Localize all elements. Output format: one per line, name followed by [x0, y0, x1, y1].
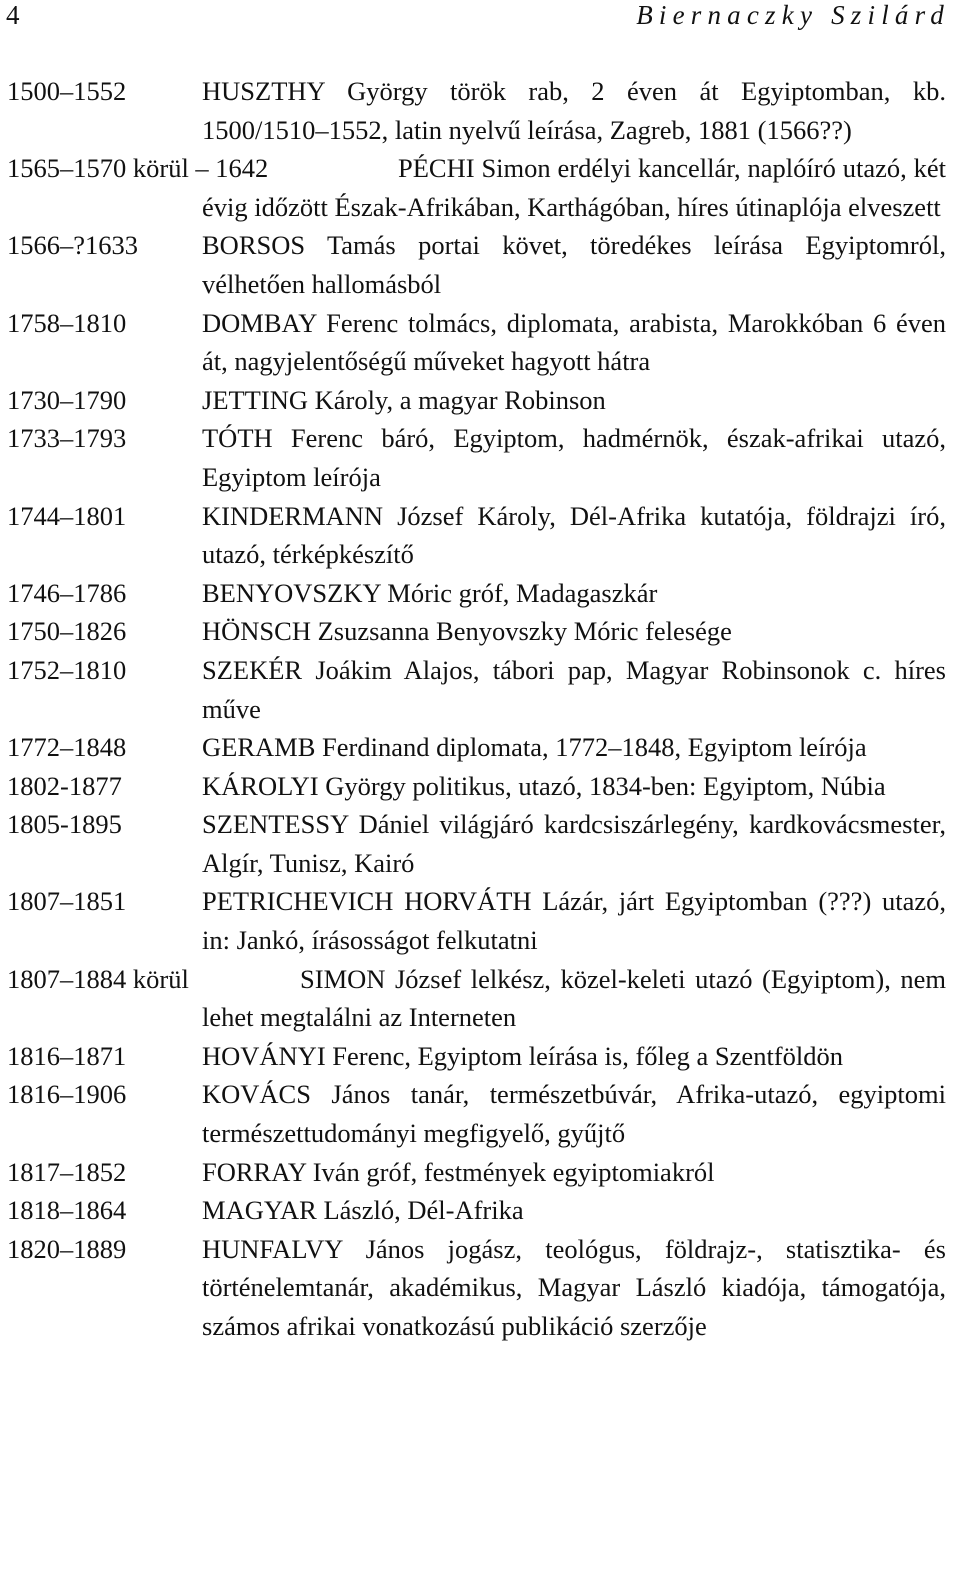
entry-date: 1746–1786: [7, 577, 127, 608]
entry-text: KINDERMANN József Károly, Dél-Afrika kutatója, földrajzi író, utazó, térképkészítő: [202, 500, 946, 570]
page-header: [6, 0, 950, 30]
entry-date: 1752–1810: [7, 654, 127, 685]
entry-borsos: [0, 226, 946, 303]
entry-date: 1817–1852: [7, 1156, 127, 1187]
entry-date: 1772–1848: [7, 732, 127, 763]
entry-date: 1758–1810: [7, 307, 127, 338]
entry-text: JETTING Károly, a magyar Robinson: [202, 384, 606, 415]
entry-text: HOVÁNYI Ferenc, Egyiptom leírása is, főleg a Szentföldön: [202, 1040, 843, 1071]
entry-text: PETRICHEVICH HORVÁTH Lázár, járt Egyiptomban (???) utazó, in: Jankó, írásosságot felkutatni: [202, 886, 946, 956]
entry-magyar: [0, 1191, 946, 1230]
entry-benyovszky: [0, 574, 946, 613]
entry-forray: [0, 1153, 946, 1192]
entry-kovacs: [0, 1075, 946, 1152]
entry-text: HÖNSCH Zsuzsanna Benyovszky Móric felesége: [202, 616, 732, 647]
entry-text: HUSZTHY György török rab, 2 éven át Egyiptomban, kb. 1500/1510–1552, latin nyelvű leírása, Zagreb, 1881 (1566??): [202, 76, 946, 145]
page-number: 4: [6, 0, 20, 30]
entry-dombay: [0, 304, 946, 381]
entry-date: 1750–1826: [7, 616, 127, 647]
entry-text: KOVÁCS János tanár, természetbúvár, Afrika-utazó, egyiptomi természettudományi megfigyelő, gyűjtő: [202, 1079, 946, 1149]
entry-karolyi: [0, 767, 946, 806]
entry-huszthy: [0, 72, 946, 149]
entry-jetting: [0, 381, 946, 420]
entry-date: 1805-1895: [7, 809, 122, 840]
entry-date: 1744–1801: [7, 500, 127, 531]
entry-simon: [0, 960, 946, 1037]
entry-honsch: [0, 612, 946, 651]
entry-hovanyi: [0, 1037, 946, 1076]
entry-szentessy: [0, 805, 946, 882]
entry-text: GERAMB Ferdinand diplomata, 1772–1848, Egyiptom leírója: [202, 732, 867, 763]
entry-date: 1733–1793: [7, 423, 127, 454]
entry-date: 1818–1864: [7, 1195, 127, 1226]
entry-hunfalvy: [0, 1230, 946, 1346]
running-title: Biernaczky Szilárd: [636, 0, 950, 30]
entry-text: SZENTESSY Dániel világjáró kardcsiszárlegény, kardkovácsmester, Algír, Tunisz, Kairó: [202, 809, 946, 878]
entry-date: 1816–1871: [7, 1040, 127, 1071]
entry-date: 1807–1884 körül: [7, 963, 189, 994]
entry-date: 1816–1906: [7, 1079, 127, 1110]
entry-text: DOMBAY Ferenc tolmács, diplomata, arabista, Marokkóban 6 éven át, nagyjelentőségű műveket hagyott hátra: [202, 307, 946, 377]
entry-date: 1820–1889: [7, 1233, 127, 1264]
entry-text: HUNFALVY János jogász, teológus, földrajz-, statisztika- és történelemtanár, akadémikus, Magyar László kiadója, támogatója, számos afrikai vonatkozású publikáció szerzője: [202, 1233, 946, 1341]
entry-text: PÉCHI Simon erdélyi kancellár, naplóíró utazó, két évig időzött Észak-Afrikában, Karthágóban, híres útinaplója elveszett: [202, 153, 946, 222]
entry-date: 1500–1552: [7, 76, 127, 106]
entry-text: MAGYAR László, Dél-Afrika: [202, 1195, 524, 1226]
entry-petrichevich: [0, 882, 946, 959]
entry-date: 1565–1570 körül – 1642: [7, 153, 269, 184]
entry-text: FORRAY Iván gróf, festmények egyiptomiakról: [202, 1156, 715, 1187]
entry-pechi: [0, 149, 946, 226]
entry-toth: [0, 419, 946, 496]
entry-text: SZEKÉR Joákim Alajos, tábori pap, Magyar Robinsonok c. híres műve: [202, 654, 946, 724]
entry-date: 1807–1851: [7, 886, 127, 917]
entry-kindermann: [0, 497, 946, 574]
entry-text: TÓTH Ferenc báró, Egyiptom, hadmérnök, észak-afrikai utazó, Egyiptom leírója: [202, 423, 946, 492]
entry-date: 1802-1877: [7, 770, 122, 801]
entry-text: BENYOVSZKY Móric gróf, Madagaszkár: [202, 577, 658, 608]
entry-text: KÁROLYI György politikus, utazó, 1834-ben: Egyiptom, Núbia: [202, 770, 886, 801]
chronology-list: [0, 72, 960, 1346]
entry-text: SIMON József lelkész, közel-keleti utazó (Egyiptom), nem lehet megtalálni az Interneten: [202, 963, 946, 1033]
entry-date: 1566–?1633: [7, 230, 139, 261]
entry-text: BORSOS Tamás portai követ, töredékes leírása Egyiptomról, vélhetően hallomásból: [202, 230, 946, 299]
entry-szeker: [0, 651, 946, 728]
entry-geramb: [0, 728, 946, 767]
entry-date: 1730–1790: [7, 384, 127, 415]
